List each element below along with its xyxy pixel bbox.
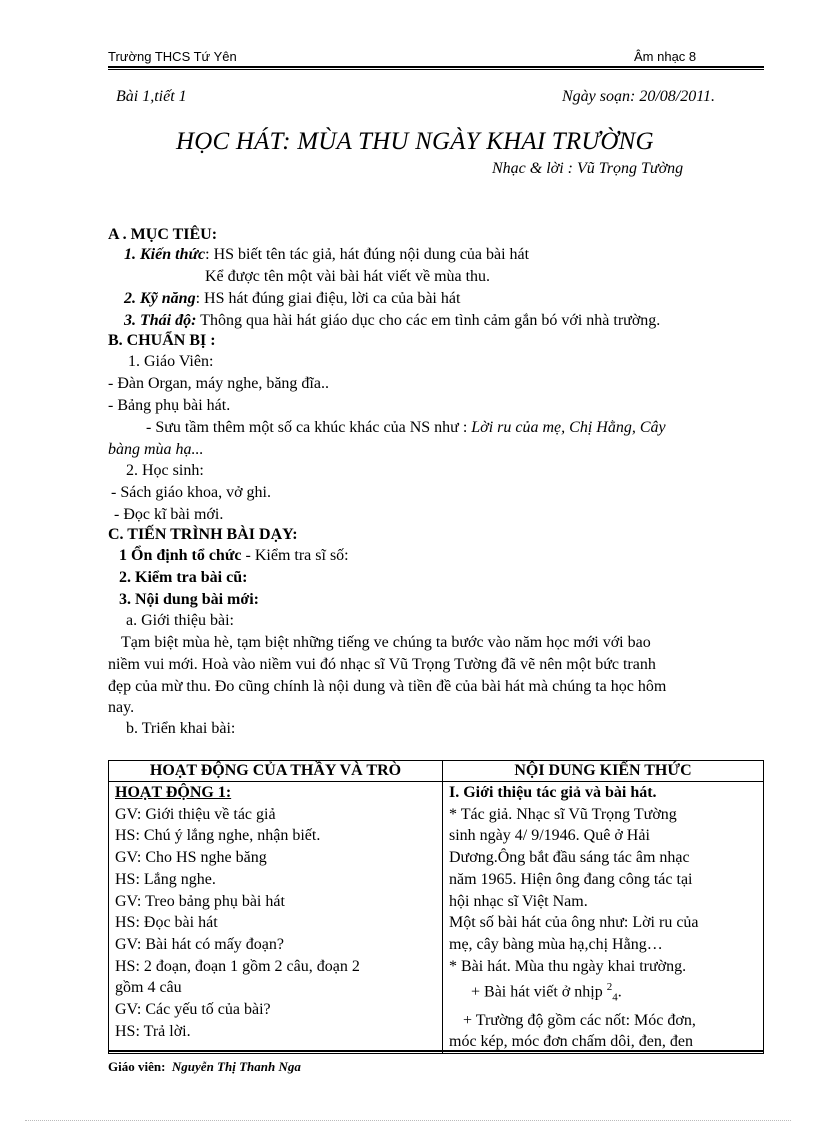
activity-line: HS: Chú ý lắng nghe, nhận biết. xyxy=(115,827,321,845)
activity-cell xyxy=(109,782,443,1054)
content-line: sinh ngày 4/ 9/1946. Quê ở Hải xyxy=(449,827,650,845)
intro-heading: a. Giới thiệu bài: xyxy=(126,612,234,629)
activity-line: GV: Các yếu tố của bài? xyxy=(115,1001,271,1019)
step-1-label: 1 Ổn định tổ chức xyxy=(119,547,242,564)
song-author: Nhạc & lời : Vũ Trọng Tường xyxy=(492,160,684,177)
page-title: HỌC HÁT: MÙA THU NGÀY KHAI TRƯỜNG xyxy=(176,128,654,155)
teacher-name: Nguyễn Thị Thanh Nga xyxy=(171,1059,301,1074)
content-line: móc kép, móc đơn chấm dôi, đen, đen xyxy=(449,1033,693,1051)
activity-line: HS: Đọc bài hát xyxy=(115,914,218,932)
footer-label: Giáo viên: xyxy=(108,1059,166,1074)
teacher-item-2: - Bảng phụ bài hát. xyxy=(108,397,231,414)
intro-line-4: nay. xyxy=(108,699,135,716)
attitude-label: 3. Thái độ: xyxy=(124,312,197,329)
activity-table xyxy=(108,760,764,1054)
activity-line: GV: Treo bảng phụ bài hát xyxy=(115,892,285,910)
student-heading: 2. Học sinh: xyxy=(126,462,204,479)
deploy-heading: b. Triển khai bài: xyxy=(126,720,236,737)
activity-line: GV: Cho HS nghe băng xyxy=(115,849,267,867)
meter-prefix: + Bài hát viết ở nhịp xyxy=(471,983,607,1001)
activity-line: gồm 4 câu xyxy=(115,979,182,997)
section-c-heading: C. TIẾN TRÌNH BÀI DẠY: xyxy=(108,526,298,543)
header-rule xyxy=(108,66,764,68)
col-activity-header: HOẠT ĐỘNG CỦA THẦY VÀ TRÒ xyxy=(109,761,443,782)
student-item-2: - Đọc kĩ bài mới. xyxy=(114,506,224,523)
objective-attitude xyxy=(124,312,660,330)
meter-denominator: 4 xyxy=(612,991,618,1004)
knowledge-text-2: Kể được tên một vài bài hát viết về mùa thu. xyxy=(205,268,491,285)
teacher-item-3-prefix: - Sưu tầm thêm một số ca khúc khác của NS như : xyxy=(146,419,472,436)
content-line: * Bài hát. Mùa thu ngày khai trường. xyxy=(449,957,687,975)
activity-line: HS: Lắng nghe. xyxy=(115,870,216,888)
school-name: Trường THCS Tứ Yên xyxy=(108,49,237,64)
knowledge-label: 1. Kiến thức xyxy=(124,246,206,263)
teacher-item-1: - Đàn Organ, máy nghe, băng đĩa.. xyxy=(108,375,329,392)
meter-suffix: . xyxy=(617,983,622,1001)
step-3: 3. Nội dung bài mới: xyxy=(119,591,259,608)
content-cell xyxy=(443,782,764,1054)
activity-line: HS: 2 đoạn, đoạn 1 gồm 2 câu, đoạn 2 xyxy=(115,957,360,975)
meter-line xyxy=(449,977,757,1009)
content-line: * Tác giả. Nhạc sĩ Vũ Trọng Tường xyxy=(449,805,677,823)
attitude-text: Thông qua hài hát giáo dục cho các em tình cảm gắn bó với nhà trường. xyxy=(196,312,661,329)
page-bottom-dotted-line xyxy=(25,1120,791,1121)
meter-numerator: 2 xyxy=(606,981,613,994)
lesson-number: Bài 1,tiết 1 xyxy=(116,88,187,105)
teacher-item-3 xyxy=(146,419,666,437)
col-content-header: NỘI DUNG KIẾN THỨC xyxy=(443,761,764,782)
objective-skill xyxy=(124,290,460,308)
content-line: mẹ, cây bàng mùa hạ,chị Hằng… xyxy=(449,935,663,953)
objective-knowledge xyxy=(124,246,529,264)
footer-rule xyxy=(108,1050,764,1052)
lesson-date: Ngày soạn: 20/08/2011. xyxy=(562,88,716,105)
content-line: + Trường độ gồm các nốt: Móc đơn, xyxy=(463,1011,696,1029)
subject-name: Âm nhạc 8 xyxy=(634,49,697,64)
activity-line: HS: Trả lời. xyxy=(115,1022,191,1040)
skill-label: 2. Kỹ năng xyxy=(124,290,196,307)
song-list-cont: bàng mùa hạ... xyxy=(108,441,204,458)
content-line: Dương.Ông bắt đầu sáng tác âm nhạc xyxy=(449,849,690,867)
footer-teacher xyxy=(108,1059,301,1075)
intro-line-3: đẹp của mừ thu. Đo cũng chính là nội dung và tiền đề của bài hát mà chúng ta học hôm xyxy=(108,678,667,695)
content-line: Một số bài hát của ông như: Lời ru của xyxy=(449,914,699,932)
table-header-row xyxy=(109,761,764,782)
table-row xyxy=(109,782,764,1054)
content-line: hội nhạc sĩ Việt Nam. xyxy=(449,892,588,910)
header-rule-thin xyxy=(108,69,764,70)
content-line: năm 1965. Hiện ông đang công tác tại xyxy=(449,870,693,888)
activity-line: GV: Giới thiệu về tác giả xyxy=(115,805,276,823)
step-1-text: - Kiểm tra sĩ số: xyxy=(241,547,349,564)
activity-line: GV: Bài hát có mấy đoạn? xyxy=(115,935,284,953)
student-item-1: - Sách giáo khoa, vở ghi. xyxy=(111,484,271,501)
step-2: 2. Kiểm tra bài cũ: xyxy=(119,569,248,586)
step-1 xyxy=(119,547,349,565)
content-title: I. Giới thiệu tác giả và bài hát. xyxy=(449,784,657,801)
section-a-heading: A . MỤC TIÊU: xyxy=(108,226,218,243)
intro-line-2: niềm vui mới. Hoà vào niềm vui đó nhạc sĩ Vũ Trọng Tường đã vẽ nên một bức tranh xyxy=(108,656,656,673)
activity-title: HOẠT ĐỘNG 1: xyxy=(115,784,232,801)
knowledge-text: : HS biết tên tác giả, hát đúng nội dung của bài hát xyxy=(205,246,530,263)
intro-line-1: Tạm biệt mùa hè, tạm biệt những tiếng ve chúng ta bước vào năm học mới với bao xyxy=(121,634,651,651)
skill-text: : HS hát đúng giai điệu, lời ca của bài hát xyxy=(195,290,461,307)
song-list: Lời ru của mẹ, Chị Hằng, Cây xyxy=(471,419,666,436)
teacher-heading: 1. Giáo Viên: xyxy=(128,353,214,370)
section-b-heading: B. CHUẨN BỊ : xyxy=(108,332,216,349)
